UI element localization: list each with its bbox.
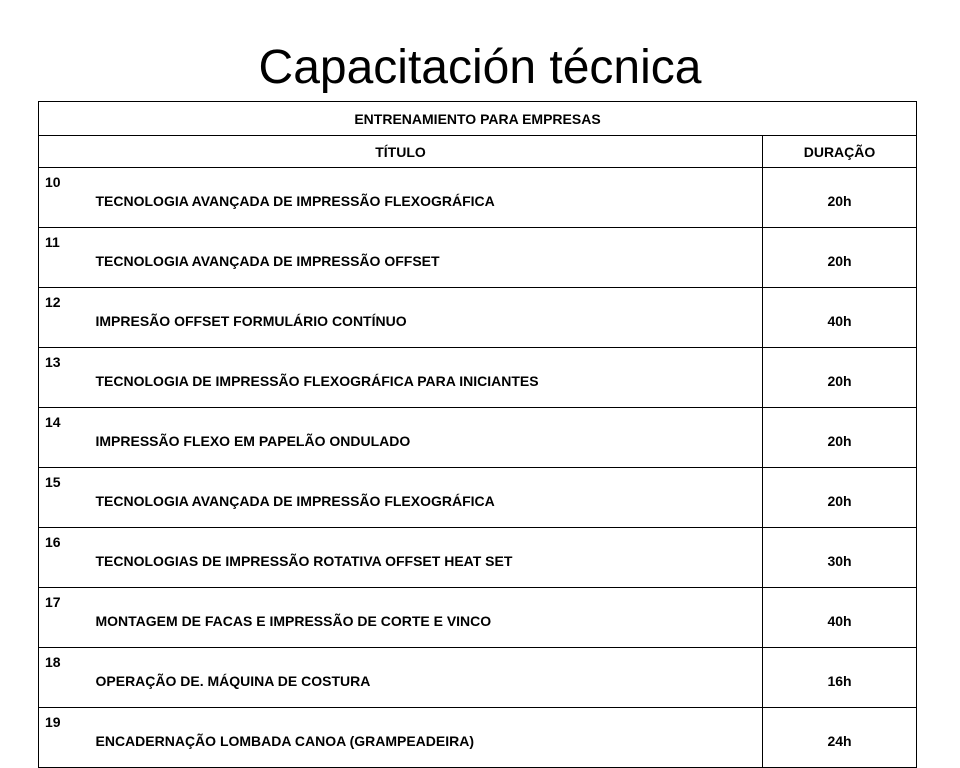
row-title: OPERAÇÃO DE. MÁQUINA DE COSTURA	[94, 648, 763, 708]
column-header-row	[39, 136, 917, 168]
row-number: 16	[39, 528, 94, 588]
row-number: 13	[39, 348, 94, 408]
column-header-duration: DURAÇÃO	[763, 136, 917, 168]
row-duration: 20h	[763, 468, 917, 528]
table-heading: ENTRENAMIENTO PARA EMPRESAS	[39, 102, 917, 136]
row-duration: 40h	[763, 288, 917, 348]
table-row	[39, 468, 917, 528]
table-row	[39, 588, 917, 648]
table-row	[39, 408, 917, 468]
slide-title: Capacitación técnica	[258, 41, 702, 94]
table-row	[39, 528, 917, 588]
row-duration: 20h	[763, 408, 917, 468]
row-title: MONTAGEM DE FACAS E IMPRESSÃO DE CORTE E VINCO	[94, 588, 763, 648]
row-number: 10	[39, 168, 94, 228]
row-title: TECNOLOGIAS DE IMPRESSÃO ROTATIVA OFFSET HEAT SET	[94, 528, 763, 588]
row-number: 11	[39, 228, 94, 288]
table-heading-row	[39, 102, 917, 136]
row-duration: 16h	[763, 648, 917, 708]
row-title: IMPRESÃO OFFSET FORMULÁRIO CONTÍNUO	[94, 288, 763, 348]
row-duration: 20h	[763, 348, 917, 408]
table-row	[39, 228, 917, 288]
table-row	[39, 648, 917, 708]
row-number: 17	[39, 588, 94, 648]
row-title: TECNOLOGIA DE IMPRESSÃO FLEXOGRÁFICA PARA INICIANTES	[94, 348, 763, 408]
row-title: TECNOLOGIA AVANÇADA DE IMPRESSÃO FLEXOGRÁFICA	[94, 468, 763, 528]
row-title: TECNOLOGIA AVANÇADA DE IMPRESSÃO OFFSET	[94, 228, 763, 288]
row-title: ENCADERNAÇÃO LOMBADA CANOA (GRAMPEADEIRA)	[94, 708, 763, 768]
table-row	[39, 348, 917, 408]
row-duration: 20h	[763, 228, 917, 288]
table-row	[39, 168, 917, 228]
row-duration: 24h	[763, 708, 917, 768]
row-number: 19	[39, 708, 94, 768]
row-number: 18	[39, 648, 94, 708]
table-row	[39, 708, 917, 768]
row-duration: 40h	[763, 588, 917, 648]
row-title: IMPRESSÃO FLEXO EM PAPELÃO ONDULADO	[94, 408, 763, 468]
table-row	[39, 288, 917, 348]
row-number: 12	[39, 288, 94, 348]
row-duration: 30h	[763, 528, 917, 588]
column-header-title: TÍTULO	[39, 136, 763, 168]
row-title: TECNOLOGIA AVANÇADA DE IMPRESSÃO FLEXOGRÁFICA	[94, 168, 763, 228]
training-table	[38, 101, 917, 768]
row-number: 14	[39, 408, 94, 468]
row-duration: 20h	[763, 168, 917, 228]
row-number: 15	[39, 468, 94, 528]
